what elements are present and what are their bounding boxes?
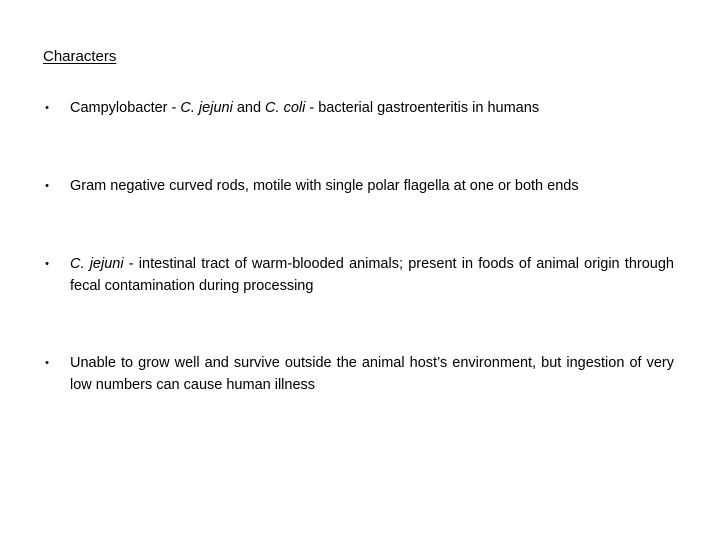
species-name: C. jejuni	[180, 100, 233, 116]
bullet-marker: •	[45, 102, 49, 114]
bullet-text: Unable to grow well and survive outside the animal host’s environment, but ingestion of very low numbers can cause human illness	[70, 355, 674, 393]
species-name: C. jejuni	[70, 256, 124, 272]
bullet-text	[70, 254, 674, 297]
text-run: and	[232, 100, 266, 116]
bullet-text: Gram negative curved rods, motile with single polar flagella at one or both ends	[70, 178, 579, 194]
bullet-marker: •	[45, 180, 49, 192]
text-run: Campylobacter -	[70, 100, 181, 116]
bullet-marker: •	[45, 258, 49, 270]
text-run: - bacterial gastroenteritis in humans	[305, 100, 540, 116]
species-name: C. coli	[265, 100, 306, 116]
text-run: - intestinal tract of warm-blooded animals; present in foods of animal origin through fecal contamination during processing	[70, 256, 674, 294]
bullet-marker: •	[45, 357, 49, 369]
bullet-text	[70, 98, 674, 120]
page-title: Characters	[43, 48, 117, 65]
